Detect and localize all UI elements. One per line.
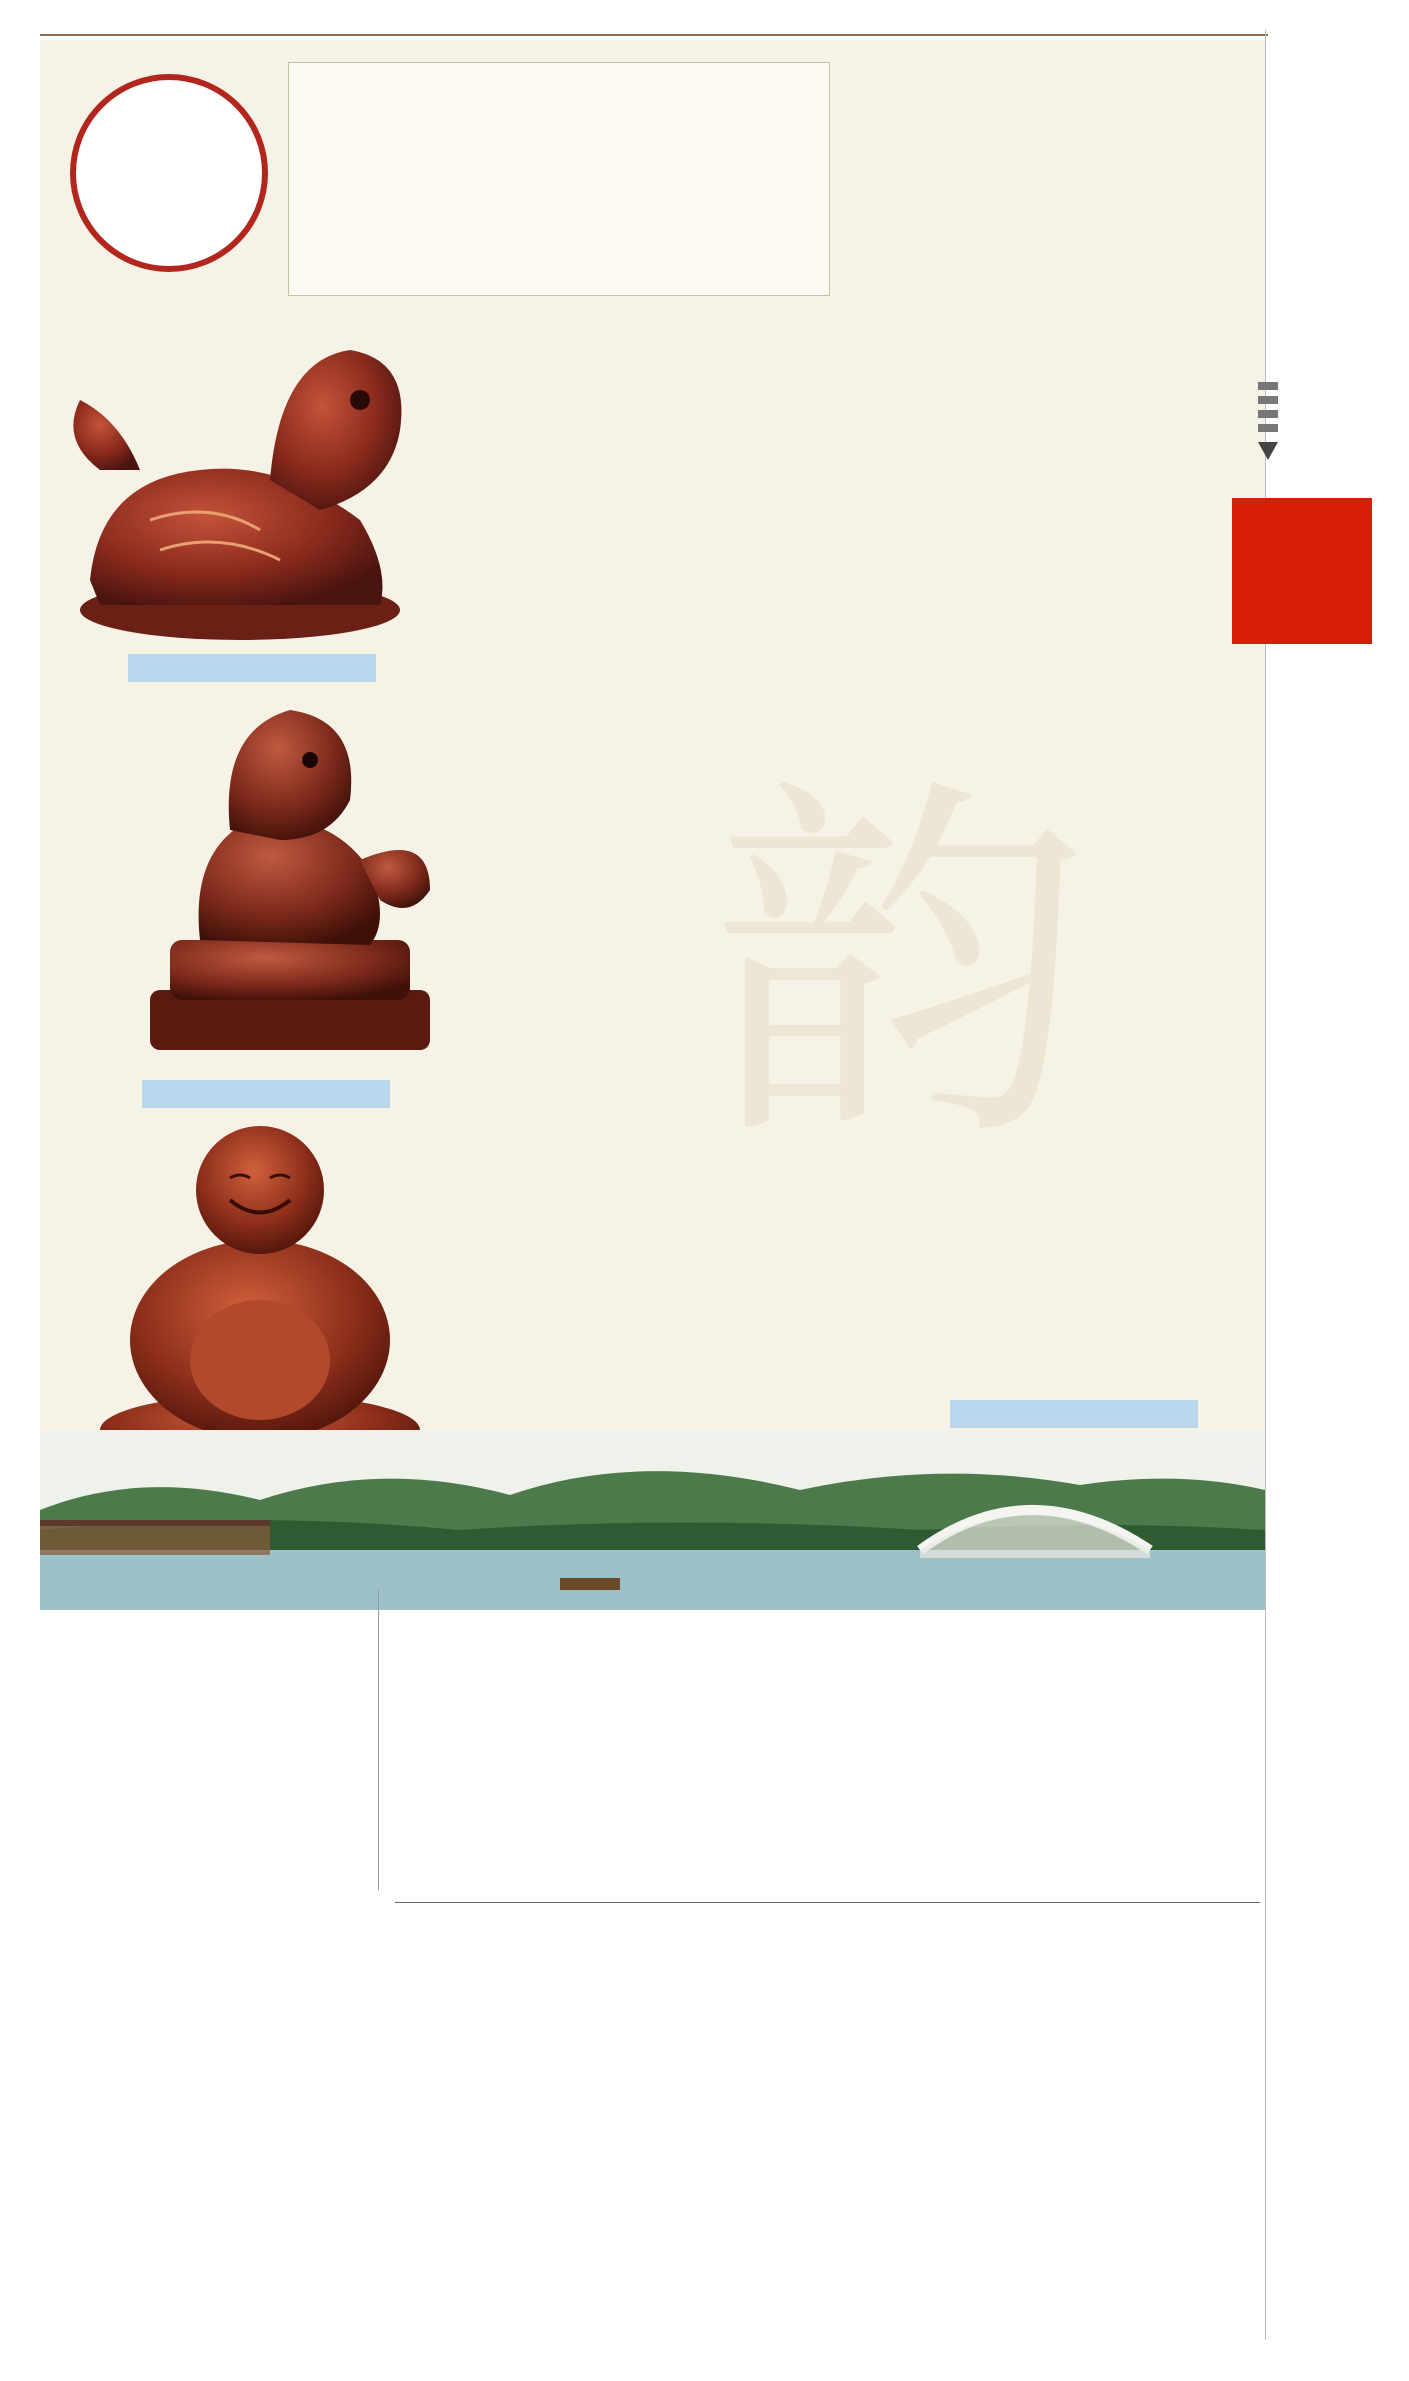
- column-divider: [378, 1590, 379, 1890]
- bracelet-large-image: [800, 40, 1260, 340]
- weekly-banner: [1215, 656, 1345, 1216]
- pixiu-carving-image: [60, 320, 420, 650]
- tanyunyuan-logo: [70, 74, 268, 272]
- bead-strands-image: [880, 660, 1260, 1300]
- qilin-carving-image: [130, 690, 450, 1070]
- intro-box: [288, 62, 830, 296]
- caption-bracelet: [950, 1400, 1198, 1428]
- caption-qilin: [142, 1080, 390, 1108]
- lake-scenery-banner: [40, 1430, 1265, 1610]
- caption-pixiu: [128, 654, 376, 682]
- maitreya-buddha-image: [90, 1110, 430, 1470]
- down-arrow-icon: [1258, 382, 1278, 466]
- red-accent-block: [1232, 498, 1372, 644]
- masthead-rule: [40, 34, 1268, 36]
- svg-text:韵: 韵: [710, 747, 1090, 1190]
- section-rule: [395, 1902, 1260, 1903]
